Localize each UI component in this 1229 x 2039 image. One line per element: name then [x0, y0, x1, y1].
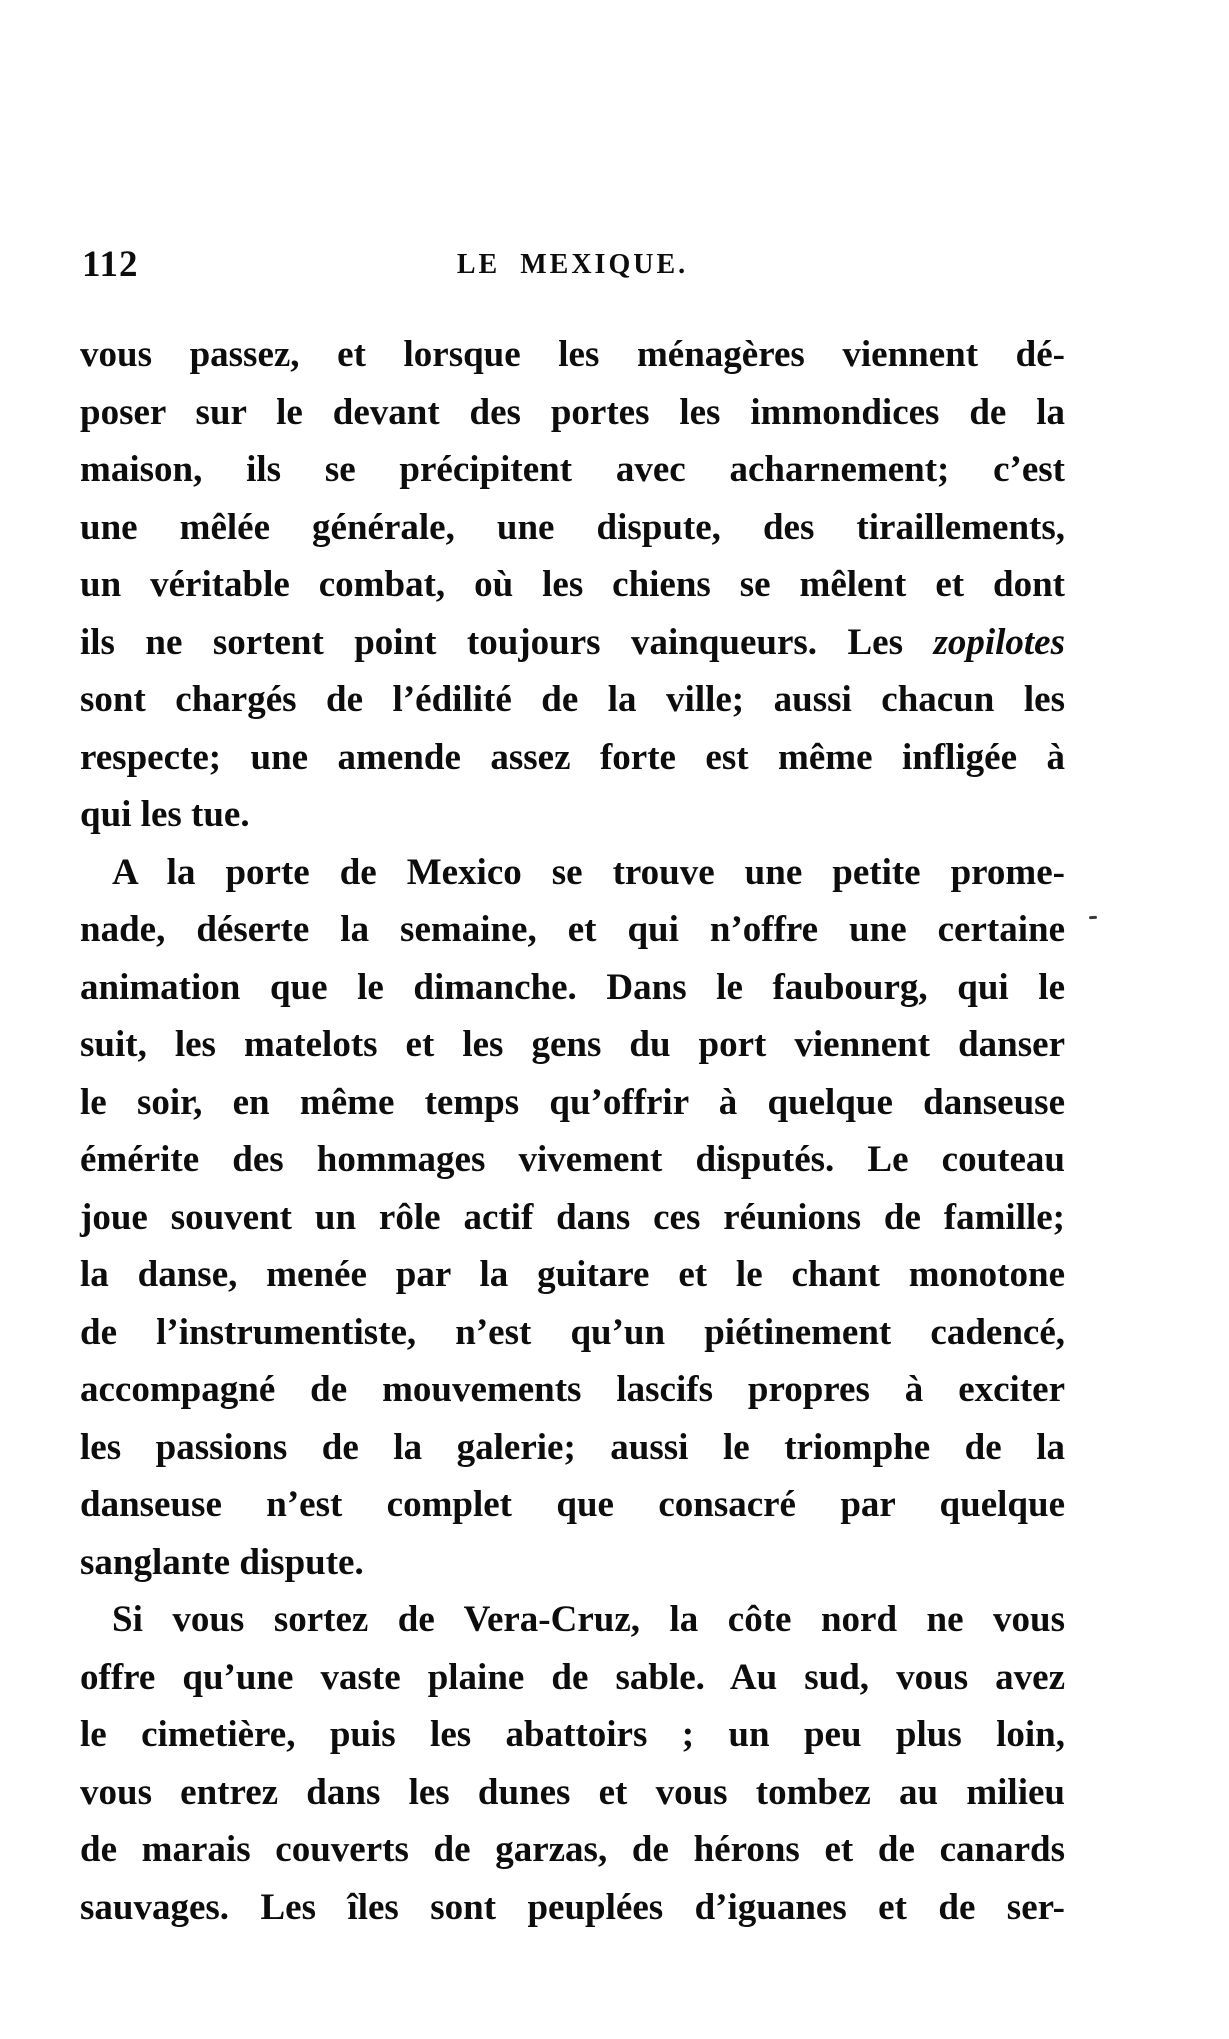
text-line: A la porte de Mexico se trouve une petite prome-	[112, 851, 1065, 893]
text-line: qui les tue.	[80, 794, 250, 835]
text-line: un véritable combat, où les chiens se mêlent et dont	[80, 564, 1065, 605]
text-line: accompagné de mouvements lascifs propres à exciter	[80, 1369, 1065, 1410]
page-number: 112	[82, 244, 139, 285]
text-line: nade, déserte la semaine, et qui n’offre une certaine	[80, 909, 1065, 950]
text-line: maison, ils se précipitent avec acharnement; c’est	[80, 449, 1065, 490]
running-title: LE MEXIQUE.	[456, 249, 689, 280]
text-line: danseuse n’est complet que consacré par quelque	[80, 1484, 1065, 1525]
text-line: une mêlée générale, une dispute, des tiraillements,	[80, 506, 1065, 548]
text-line: la danse, menée par la guitare et le chant monotone	[80, 1254, 1065, 1295]
text-line	[80, 614, 1065, 672]
ink-speck	[1089, 916, 1097, 920]
text-line: Si vous sortez de Vera-Cruz, la côte nord ne vous	[112, 1599, 1065, 1640]
text-line: poser sur le devant des portes les immondices de la	[80, 391, 1065, 433]
text-line: offre qu’une vaste plaine de sable. Au sud, vous avez	[80, 1656, 1065, 1698]
italic-word: zopilotes	[933, 621, 1065, 663]
text-line: les passions de la galerie; aussi le triomphe de la	[80, 1426, 1065, 1468]
text-line: émérite des hommages vivement disputés. Le couteau	[80, 1139, 1065, 1180]
text-line: de l’instrumentiste, n’est qu’un piétinement cadencé,	[80, 1311, 1065, 1353]
text-line: suit, les matelots et les gens du port viennent danser	[80, 1024, 1065, 1065]
text-line: sont chargés de l’édilité de la ville; aussi chacun les	[80, 679, 1065, 720]
page-body	[80, 326, 1065, 1936]
page-header	[80, 243, 1065, 287]
text-segment: ils ne sortent point toujours vainqueurs. Les	[80, 621, 934, 663]
text-line: animation que le dimanche. Dans le faubourg, qui le	[80, 966, 1065, 1008]
text-line: de marais couverts de garzas, de hérons et de canards	[80, 1829, 1065, 1870]
text-line: joue souvent un rôle actif dans ces réunions de famille;	[80, 1196, 1065, 1238]
text-line: respecte; une amende assez forte est même infligée à	[80, 736, 1065, 778]
text-line: le soir, en même temps qu’offrir à quelque danseuse	[80, 1081, 1065, 1123]
text-line: sanglante dispute.	[80, 1541, 364, 1583]
text-line: vous passez, et lorsque les ménagères viennent dé-	[80, 334, 1065, 375]
text-line: vous entrez dans les dunes et vous tombez au milieu	[80, 1771, 1065, 1813]
text-line: sauvages. Les îles sont peuplées d’iguanes et de ser-	[80, 1886, 1065, 1928]
text-line: le cimetière, puis les abattoirs ; un peu plus loin,	[80, 1714, 1065, 1755]
